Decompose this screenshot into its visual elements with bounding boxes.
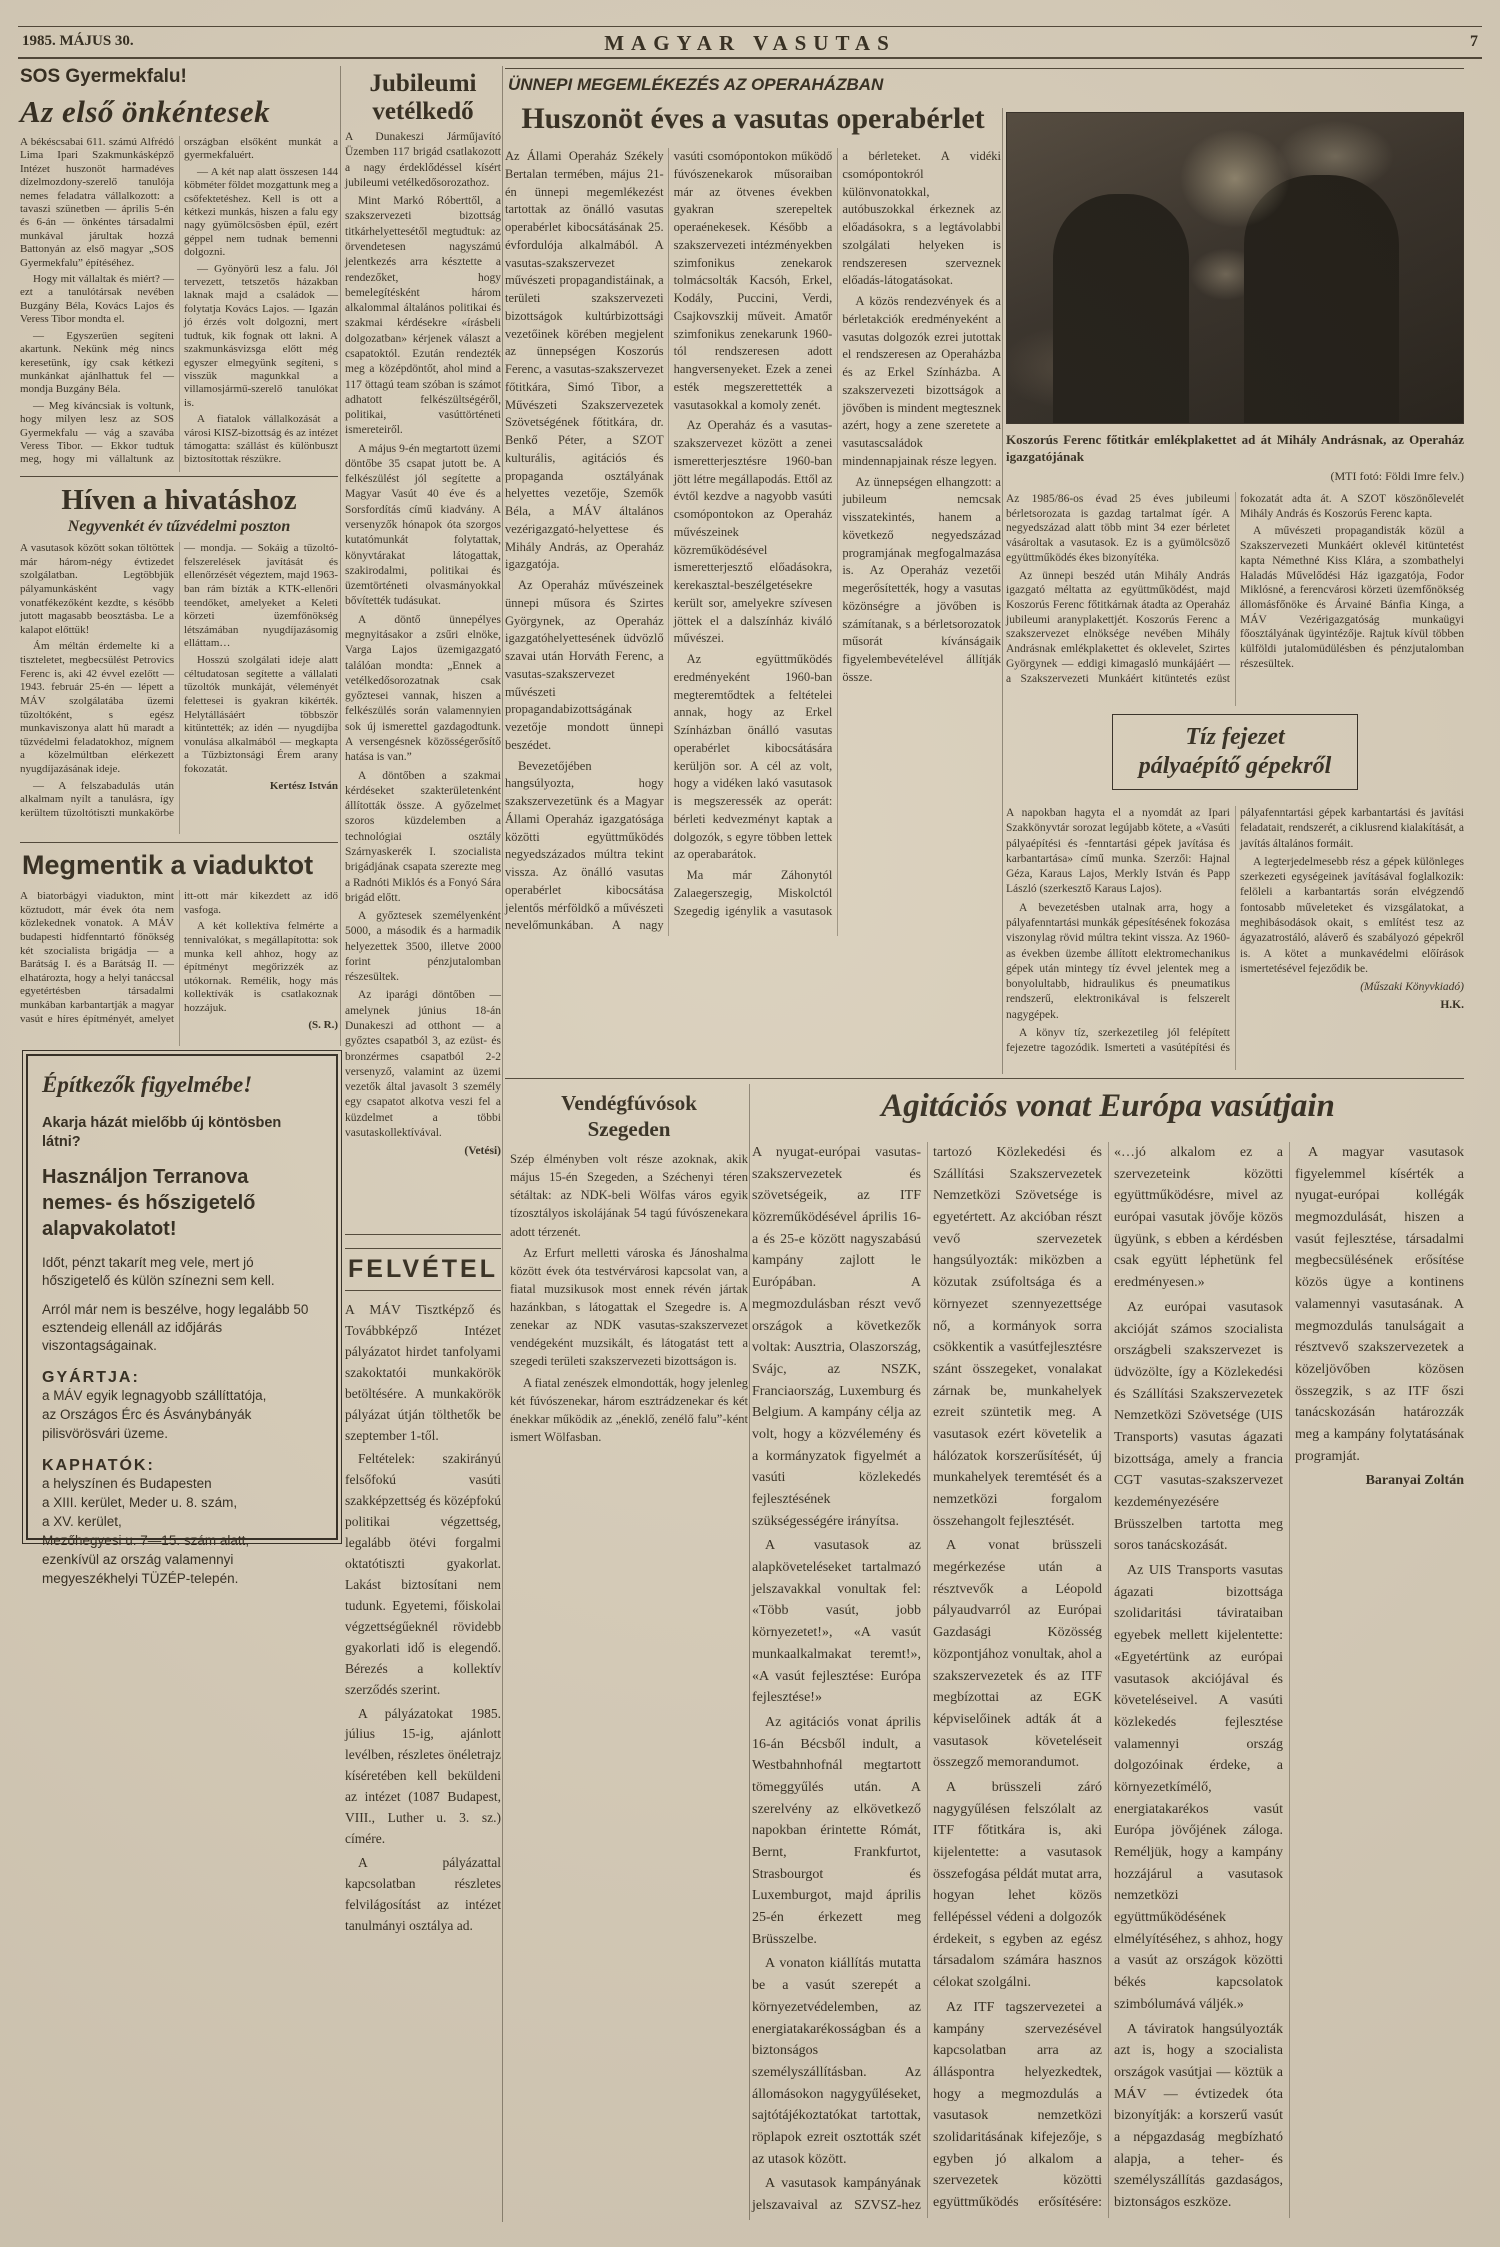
paragraph: Az Operaház művészeinek ünnepi műsora és Szirtes Györgynek, az Operaház igazgatóhelyettesének üdvözlő szavai után Horváth Ferenc, a vasutas-szakszervezet művészeti propagandabizottságának vezetője mondott ünnepi beszédet. [505, 578, 664, 752]
vendeg-headline-line1: Vendégfúvósok [561, 1091, 697, 1115]
paragraph: megyeszékhelyi TÜZÉP-telepén. [42, 1570, 239, 1586]
terranova-ad [26, 1054, 338, 1586]
paragraph: A döntőben a szakmai kérdéseket szakterületenként állították össze. A győzelmet szoros küzdelemben a technológiai osztály Szárnyaskerék I. szocialista brigádjának csapata szerezte meg a Radnóti Miklós és a Fonyó Sára brigád előtt. [345, 769, 501, 904]
hiven-headline: Híven a hivatáshoz [61, 484, 297, 516]
hiven-byline: Kertész István [269, 779, 338, 792]
paragraph: A fiatal zenészek elmondották, hogy jelenleg két fúvószenekar, három esztrádzenekar és két énekkar működik az „éneklő, zenélő falu”-ként ismert Wölfasban. [510, 1375, 748, 1444]
paragraph: A legterjedelmesebb rész a gépek különleges szerkezeti egységeinek javításával foglalkozik: felöleli a karbantartás során elvégzendő fontosabb műveleteket és vizsgálatokat, a meghibásodások okait, s említést tesz az ágyazatrostáló, aláverő és szabályozó gépekről is. A kötet a munkavédelmi előírások ismertetésével fejeződik be. [1240, 855, 1464, 975]
section-rule [20, 476, 338, 477]
paragraph: A pályázattal kapcsolatban részletes felvilágosítást az intézet tanulmányi osztálya ad. [345, 1854, 501, 1933]
agit-byline: Baranyai Zoltán [1365, 1473, 1464, 1489]
hiven-subhead: Negyvenkét év tűzvédelmi poszton [67, 518, 291, 535]
felvetel-headline: FELVÉTEL [345, 1248, 501, 1291]
ad-body-text: Időt, pénzt takarít meg vele, mert jó hőszigetelő és külön színezni sem kell. [42, 1254, 275, 1288]
paragraph: — Gyönyörű lesz a falu. Jól tervezett, tetszetős házakban laknak majd a családok — folytatja Kovács Lajos. — Igazán jó érzés volt dolgozni, mert tudtuk, kik fognak ott lakni. A szakmunkásvizsga előtt még egyszer elmegyünk segíteni, s visszük magunkkal a villamosjármű-szerelő tanulókat is. [184, 262, 338, 409]
paragraph: A napokban hagyta el a nyomdát az Ipari Szakkönyvtár sorozat legújabb kötete, a «Vasúti pályaépítési és -fenntartási gépek javítása és karbantartása» című munka. Szerzői: Hajnal Géza, Karaus Lajos, Merkly István és Papp László (szerkesztő Karaus Lajos). [1006, 807, 1230, 896]
paragraph: Az Operaház és a vasutas-szakszervezet között a zenei ismeretterjesztésre 1960-ban jött létre megállapodás. Ettől az évtől kezdve a nagyobb vasúti csomópontokon az Operaház művészeinek közreműködésével ismeretterjesztő előadásokra, kerekasztal-beszélgetésekre került sor, amelyekre szívesen jöttek el a dalszínház kiváló művészei. [673, 418, 833, 646]
agit-body [752, 1142, 1464, 2218]
paragraph: Az Erfurt melletti városka és Jánoshalma között évek óta testvérvárosi kapcsolat van, a fiatal muzsikusok most ennek révén jártak hazánkban, s látogattak el Szegedre is. A zenekar az NDK vasutas-szakszervezet vendégeként muzsikált, és látogatást tett a szegedi területi szakszervezeti bizottságon is. [510, 1245, 748, 1369]
sos-body [20, 136, 338, 472]
paragraph: A fiatalok vállalkozását a városi KISZ-bizottság és az intézet támogatta: szállást és különbuszt biztosítottak részükre. [184, 413, 338, 466]
opera-body-right [1006, 492, 1464, 706]
paragraph: A magyar vasutasok figyelemmel kísérték a nyugat-európai kollégák megmozdulását, hiszen a vasút fejlesztése, társadalmi megbecsülésének erősítése közös ügye a kontinens valamennyi vasutasának. A megmozdulás tanulságait a résztvevő szakszervezetek a közeljövőben közösen összegzik, s az ITF őszi tanácskozásán határozzák meg a kampány folytatásának programját. [1295, 1145, 1464, 1464]
paragraph: A brüsszeli záró nagygyűlésen felszólalt az ITF főtitkára is, aki kijelentette: a vasutasok összefogása példát mutat arra, hogyan lehet közös fellépéssel védeni a dolgozók érdekeit, s egyben az egész társadalom számára hasznos célokat szolgálni. [933, 1779, 1102, 1991]
ad-maker-lines [42, 1387, 322, 1444]
sos-kicker: SOS Gyermekfalu! [20, 66, 187, 87]
opera-headline: Huszonöt éves a vasutas operabérlet [521, 102, 985, 135]
paragraph: Szép élményben volt része azoknak, akik május 15-én Szegeden, a Széchenyi téren sétáltak: az NDK-beli Wölfas város egyik tízosztályos iskolájának 54 tagú fúvószenekara adott térzenét. [510, 1152, 748, 1239]
tiz-publisher: (Műszaki Könyvkiadó) [1360, 981, 1464, 994]
paragraph: Az 1985/86-os évad 25 éves jubileumi bérletsorozata is gazdag tartalmat ígér. A negyedszázad alatt több mint 34 ezer bérletet vásároltak a vasutasok. Ez is a gyümölcsöző együttműködés ékes bizonyítéka. [1006, 493, 1230, 564]
column-divider [749, 1084, 750, 2220]
paragraph: — A felszabadulás után alkalmam nyílt a tanulásra, így kerültem tűzoltótiszti munkakörbe — mondja. — Sokáig a tűzoltó-felszerelések javítását és ellenőrzését végeztem, majd 1963-ban rám bízták a KTK-ellenőri teendőket, amelyeket a Keleti körzeti üzemfőnökség létszámában nyugdíjazásomig elláttam… [20, 542, 338, 819]
paragraph: A május 9-én megtartott üzemi döntőbe 35 csapat jutott be. A felkészülést jól segítette a Magyar Vasút 40 éve és a Sorsfordítás című kiadvány. A versenyzők hónapok óta szorgos kutatómunkát folytattak, könyvtárakat látogattak, szakirodalmi, politikai és üzemtörténeti olvasmányokkal bővítették tudásukat. [345, 442, 501, 608]
jubileumi-headline-line2: vetélkedő [372, 98, 474, 125]
paragraph: A nyugat-európai vasutas-szakszervezetek és szövetségeik, az ITF közreműködésével április 16-a és 25-e között nagyszabású kampány zajlott le Európában. A megmozdulásban részt vevő országok a következők voltak: Ausztria, Olaszország, Svájc, az NSZK, Franciaország, Luxemburg és Belgium. A kampány célja az volt, hogy a közvélemény és a kormányzatok figyelmét a vasúti közlekedés fejlesztésének szükségességére irányítsa. [752, 1145, 921, 1529]
paragraph: Az ünnepségen elhangzott: a jubileum nemcsak visszatekintés, hanem a következő negyedszázad programjának megfogalmazása is. Az Operaház vezetői megerősítették, hogy a vasutas közönségre a jövőben is számítanak, s a bérletsorozatok műsorát kívánságaik figyelembevételével állítják össze. [842, 474, 1001, 684]
paragraph: Bevezetőjében hangsúlyozta, hogy szakszervezetünk és a Magyar Állami Operaház igazgatósága közötti együttműködés negyedszázados múltra tekint vissza. Az önálló vasutas operabérlet kibocsátása jelentős mérföldkő a művészeti nevelőmunkában. A nagy vasúti csomópontokon működő fúvószenekarok műsoraiban már az ötvenes években gyakran szerepeltek operaénekesek. Később a szakszervezeti intézményekben szimfonikus zenekarok tolmácsolták Kacsóh, Erkel, Kodály, Puccini, Verdi, Csajkovszkij műveit. Amatőr szimfonikus zenekarunk 1960-tól rendszeresen adott hangversenyeket. Ezek a zenei esték megszerettették a vasutasokkal a komoly zenét. [505, 149, 833, 933]
paragraph: Az ITF tagszervezetei a kampány szervezésével kapcsolatban arra az álláspontra helyezkedtek, hogy a megmozdulás a vasutasok nemzetközi szolidaritásának kifejezője, s egyben jó alkalom a szervezetek közötti együttműködés erősítésére: «…jó alkalom ez a szervezeteink közötti együttműködésre, mivel az európai vasutak jövője közös ügyünk, s ebben a kérdésben csak együtt léphetünk fel eredményesen.» [933, 1145, 1283, 2210]
tiz-headline [1112, 714, 1359, 790]
tiz-headline-line1: Tíz fejezet [1185, 724, 1285, 750]
column-divider [1002, 108, 1003, 1074]
jubileumi-body [345, 130, 501, 1228]
section-rule [505, 1078, 1464, 1079]
photo-figure-silhouette [1053, 194, 1190, 423]
paragraph: a XV. kerület, [42, 1514, 122, 1530]
column-divider [340, 66, 341, 1046]
viadukt-body [20, 890, 338, 1046]
paragraph: A Dunakeszi Járműjavító Üzemben 117 brigád csatlakozott a nagy érdeklődéssel kísért jubileumi vetélkedősorozathoz. [345, 131, 501, 189]
paragraph: A vonat brüsszeli megérkezése után a résztvevők a Léopold pályaudvarról az Európai Gazdasági Közösség központjához vonultak, ahol a szakszervezetek és az ITF megbízottai az EGK képviselőinek adták át a vasutasok követeléseit összegző memorandumot. [933, 1538, 1102, 1771]
ad-availability-label: KAPHATÓK: [42, 1457, 155, 1475]
sos-headline: Az első önkéntesek [20, 94, 271, 129]
paragraph: Hosszú szolgálati ideje alatt céltudatosan segítette a vállalati tűzoltók munkáját, véleményét felettesei is gyakran kikérték. Helytállásáért többször kitüntették; az idén — nyugdíjba vonulása alkalmából — megkapta a Tűzbiztonsági Érem arany fokozatát. [184, 654, 338, 775]
jubileumi-headline [345, 70, 501, 126]
column-divider [502, 66, 503, 2222]
opera-photo-credit: (MTI fotó: Földi Imre felv.) [1330, 468, 1464, 483]
paragraph: Az agitációs vonat április 16-án Bécsből indult, a Westbahnhofnál megtartott tömeggyűlés után. A szerelvény az elkövetkező napokban érintette Rómát, Bernt, Frankfurtot, Strasbourgot és Luxemburgot, majd április 25-én érkezett meg Brüsszelbe. [752, 1714, 921, 1947]
paragraph: Az iparági döntőben — amelynek június 18-án Dunakeszi ad otthont — a győztes csapatból 3, az ezüst- és bronzérmes csapatból 2-2 versenyző, valamint az üzemi vezetők által javasolt 3 személy egy csapatot alkotva veszi fel a küzdelmet a többi vasutaskollektívával. [345, 989, 501, 1139]
felvetel-body [345, 1300, 501, 2212]
masthead-bottom-rule [18, 57, 1482, 59]
tiz-headline-line2: pályaépítő gépekről [1138, 752, 1332, 779]
paragraph: Az UIS Transports vasutas ágazati bizottsága szolidaritási távirataiban egyebek mellett kijelentette: «Egyetértünk az európai vasutasok akciójával és követeléseivel. A vasúti közlekedés fejlesztése valamennyi ország dolgozóinak érdeke, a környezetkímélő, energiatakarékos vasút Európa jövőjének záloga. Reméljük, hogy a kampány hozzájárul a vasutasok nemzetközi együttműködésének elmélyítéséhez, s ahhoz, hogy a vasút az országok közötti békés kapcsolatok szimbólumává váljék.» [1114, 1563, 1283, 2012]
ad-body-text: Arról már nem is beszélve, hogy legalább 50 esztendeig ellenáll az időjárás viszontagságainak. [42, 1302, 309, 1353]
ad-product-line: nemes- és hőszigetelő [42, 1191, 256, 1214]
opera-body-main [505, 148, 1001, 936]
paragraph: — A két nap alatt összesen 144 köbméter földet mozgattunk meg a csőfektetéshez. Kell is ott a kétkezi munkás, hiszen a falu egy nagy gyümölcsösben épül, ezért géppel nem tudnak bemenni dolgozni. [184, 165, 338, 259]
paragraph: A biatorbágyi viadukton, mint köztudott, már évek óta nem közlekednek vonatok. A MÁV budapesti hídfenntartó főnökség két szocialista brigádja — a Barátság I. és a Barátság II. — elhatározta, hogy a helyi tanáccsal egyetértésben társadalmi munkában karbantartják a magyar vasút e híres építményét, amelyet itt-ott már kikezdett az idő vasfoga. [20, 890, 338, 1025]
masthead-date: 1985. MÁJUS 30. [22, 33, 134, 49]
vendeg-body [510, 1150, 748, 1562]
paragraph: Feltételek: szakirányú felsőfokú vasúti szakképzettség és középfokú politikai végzettség, legalább ötévi forgalmi oktatótiszti gyakorlat. Lakást biztosítani nem tudunk. Egyetemi, főiskolai végzettségűeknél rövidebb gyakorlati idő is elegendő. Bérezés a kollektív szerződés szerint. [345, 1451, 501, 1697]
paragraph: — Meg kíváncsiak is voltunk, hogy milyen lesz az SOS Gyermekfalu — vág a szavába Veress Tibor. — Ekkor tudtuk meg, hogy mi vállaltunk az országban elsőként munkát a gyermekfaluért. [20, 136, 338, 466]
masthead-title: MAGYAR VASUTAS [604, 31, 896, 55]
paragraph: A közös rendezvények és a bérletakciók eredményeként a vasutas dolgozók ezrei jutottak el rendszeresen az Operaházba és az Erkel Színházba. A szakszervezeti bizottságok a jövőben is mindent megtesznek azért, hogy a zene szeretete a vasutascsaládok mindennapjainak része legyen. [842, 294, 1001, 468]
paragraph: pilisvörösvári üzeme. [42, 1425, 169, 1441]
paragraph: A művészeti propagandisták közül a Szakszervezeti Munkáért oklevél kitüntetést kapta Némethné Kiss Klára, a szombathelyi Haladás Művelődési Ház igazgatója, Fodor Miklósné, a ferencvárosi körzeti üzemfőnökség állomásfőnöke és Árvainé Bánfia Kinga, a MÁV Vezérigazgatóság munkaügyi főosztályának ügyintézője. Rajtuk kívül többen külföldi jutalomüdülésben és pénzjutalomban részesültek. [1240, 525, 1464, 670]
paragraph: a XIII. kerület, Meder u. 8. szám, [42, 1495, 238, 1511]
ad-title: Építkezők figyelmébe! [42, 1072, 253, 1097]
paragraph: Az Állami Operaház Székely Bertalan termében, május 21-én ünnepi megemlékezést tartottak az önálló vasutas operabérlet kibocsátásának 25. évfordulója alkalmából. A vasutas-szakszervezet művészeti propagandistáinak, a területi szakszervezeti bizottságok kultúrbizottsági vezetőinek körében megjelent az ünnepségen Koszorús Ferenc, a vasutas-szakszervezet főtitkára, Simó Tibor, a Művészeti Szakszervezetek Szövetségének főtitkára, dr. Benkő Péter, a SZOT kulturális, agitációs és propaganda osztályának helyettes vezetője, Szemők Béla, a MÁV általános vezérigazgató-helyettese és Mihály András, az Operaház igazgatója. [505, 149, 664, 572]
paragraph: Mint Markó Róberttől, a szakszervezeti bizottság titkárhelyettesétől megtudtuk: az örvendetesen nagyszámú jelentkezés arra késztette a rendezőket, hogy bemelegítésként három alkalommal általános politikai és szakmai kérdésekre «írásbeli dolgozatban» kérjenek választ a csapatoktól. Ezután rendezték meg a középdöntőt, ahol mind a 117 öttagú team szóban is számot adhatott felkészültségéről, politikai, vasúttörténeti ismereteiről. [345, 195, 501, 437]
masthead-page-number: 7 [1470, 33, 1478, 50]
photo-light-glow [1180, 129, 1289, 228]
tiz-byline: H.K. [1440, 999, 1464, 1012]
opera-ceremony-photo [1006, 112, 1464, 424]
paragraph: A pályázatokat 1985. július 15-ig, ajánlott levélben, részletes önéletrajz kíséretében kell beküldeni az intézet (1087 Budapest, VIII., Luther u. 3. sz.) címére. [345, 1705, 501, 1847]
paragraph: Az ünnepi beszéd után Mihály András igazgató méltatta az együttműködést, majd Koszorús Ferenc főtitkárnak átadta az Operaház jubileumi aranyplakettjét. Koszorús Ferenc a szakszervezet elnöksége nevében Mihály Andrásnak emlékplakettet és oklevelet, Szirtes Györgynek — eddigi kimagasló munkájáért — a Szakszervezeti Munkáért kitüntetés ezüst fokozatát adta át. A SZOT köszönőlevelét Mihály András és Koszorús Ferenc kapta. [1006, 493, 1464, 685]
paragraph: A vonaton kiállítás mutatta be a vasút szerepét a környezetvédelemben, az energiatakarékosságban és a biztonságos személyszállításban. Az állomásokon nagygyűléseket, sajtótájékoztatókat tartottak, röplapok ezreit osztották szét az utasok között. [752, 1956, 921, 2167]
paragraph: A békéscsabai 611. számú Alfrédó Lima Ipari Szakmunkásképző Intézet huszonöt harmadéves dízelmozdony-szerelő tanulója nemes feladatra vállalkozott: a tavaszi szünetben — április 5-én és 6-án — önkéntes társadalmi munkával járultak hozzá Battonyán az első magyar „SOS Gyermekfalu” építéséhez. [20, 136, 174, 269]
ad-product-line: Használjon Terranova [42, 1165, 249, 1188]
viadukt-headline: Megmentik a viaduktot [22, 850, 314, 880]
paragraph: Hogy mit vállaltak és miért? — ezt a tanulótársak nevében Buzgány Béla, Kovács Lajos és Veress Tibor mondta el. [20, 273, 174, 326]
paragraph: A bevezetésben utalnak arra, hogy a pályafenntartási munkák gépesítésének fokozása viszonylag rövid múltra tekint vissza. Az 1960-as években üzembe állított elektromechanikus gépek után mintegy tíz évvel jelentek meg a bonyolultabb, hidraulikus és pneumatikus rendszerű, elektronikával is felszerelt nagygépek. [1006, 901, 1230, 1021]
paragraph: a helyszínen és Budapesten [42, 1476, 212, 1492]
paragraph: A döntő ünnepélyes megnyitásakor a zsűri elnöke, Varga Lajos üzemigazgató találóan mondta: „Ennek a vetélkedősorozatnak csak győztesei vannak, hiszen a felkészülés során valamennyien sok új ismerettel gazdagodtunk. A versengésnek közösségerősítő hatása is van.” [345, 613, 501, 764]
section-rule [345, 1234, 501, 1235]
viadukt-byline: (S. R.) [308, 1018, 338, 1031]
paragraph: Ma már Záhonytól Zalaegerszegig, Miskolctól Szegedig igénylik a vasutasok a bérleteket. A vidéki csomópontokról különvonatokkal, autóbuszokkal érkeznek az előadásokra, s a legtávolabbi szolgálati helyeken is rendszeresen szerveznek előadás-látogatásokat. [673, 149, 1001, 918]
opera-photo-caption-block [1006, 432, 1464, 484]
vendeg-headline [510, 1090, 748, 1143]
paragraph: A két kollektíva felmérte a tennivalókat, s megállapította: sok munka kell ahhoz, hogy az építményt megőrizzék az utókornak. Remélik, hogy más kollektívák is csatlakoznak hozzájuk. [184, 920, 338, 1014]
ad-product-line: alapvakolatot! [42, 1217, 177, 1240]
tiz-body [1006, 806, 1464, 1070]
paragraph: Az európai vasutasok akcióját számos szocialista országbeli szakszervezet is üdvözölte, így a Közlekedési és Szállítási Szakszervezetek Nemzetközi Szövetsége (UIS Transports) vasutas ágazati bizottsága, amely a francia CGT vasutas-szakszervezet kezdeményezésére Brüsszelben tartotta meg soros tanácskozását. [1114, 1299, 1283, 1554]
vendeg-headline-line2: Szegeden [587, 1117, 671, 1142]
paragraph: A vasutasok között sokan töltöttek már három-négy évtizedet szolgálatban. Legtöbbjük pályamunkásként vagy vonatfékezőként kezdte, s később jutott magasabb beosztásba. Le a kalapot előttük! [20, 542, 174, 636]
opera-kicker: ÜNNEPI MEGEMLÉKEZÉS AZ OPERAHÁZBAN [508, 75, 884, 94]
paragraph: A táviratok hangsúlyozták azt is, hogy a szocialista országok vasútjai — köztük a MÁV — évtizedek óta bizonyítják: a korszerű vasút a népgazdaság megbízható alapja, a teher- és személyszállítás gazdaságos, biztonságos eszköze. [1114, 2021, 1283, 2210]
jubileumi-byline: (Vetési) [464, 1145, 501, 1158]
ad-question: Akarja házát mielőbb új köntösben látni? [42, 1115, 282, 1150]
ad-maker-label: GYÁRTJA: [42, 1368, 140, 1386]
paragraph: az Országos Érc és Ásványbányák [42, 1406, 252, 1422]
paragraph: ezenkívül az ország valamennyi [42, 1551, 234, 1567]
section-rule [505, 68, 1464, 69]
paragraph: a MÁV egyik legnagyobb szállíttatója, [42, 1387, 267, 1403]
paragraph: A győztesek személyenként 5000, a második és a harmadik helyezettek 3500, illetve 2000 forint pénzjutalomban részesültek. [345, 910, 501, 984]
jubileumi-headline-line1: Jubileumi [369, 70, 477, 97]
paragraph: — Egyszerűen segíteni akartunk. Nekünk még nincs keresetünk, így csak kétkezi munkánkat ajánlhattuk fel — mondja Buzgány Béla. [20, 329, 174, 396]
hiven-body [20, 542, 338, 834]
paragraph: Az együttműködés eredményeként 1960-ban megteremtődtek a feltételei annak, hogy az Erkel Színházban önálló vasutas operabérlet kibocsátására kerüljön sor. A cél az volt, hogy a vidéken lakó vasutasok is megszeressék az operát: bérleti kedvezményt kaptak a dolgozók, s egyre többen lettek az operabarátok. [673, 652, 833, 862]
tiz-headline-box [1006, 714, 1464, 790]
opera-photo-caption: Koszorús Ferenc főtitkár emlékplakettet ad át Mihály Andrásnak, az Operaház igazgatójának [1006, 432, 1464, 464]
paragraph: A könyv tíz, szerkezetileg jól felépített fejezetre tagozódik. Ismerteti a vasútépítési és pályafenntartási gépek karbantartási és javítási feladatait, rendszerét, a ciklusrend kialakítását, a javítás általános formáit. [1006, 807, 1464, 1055]
section-rule [20, 842, 338, 843]
paragraph: A vasutasok az alapköveteléseket tartalmazó jelszavakkal vonultak fel: «Több vasút, jobb környezetet!», «A vasút munkaalkalmakat teremt!», «A vasút fejlesztése: Európa fejlesztése!» [752, 1538, 921, 1706]
agit-headline: Agitációs vonat Európa vasútjain [881, 1088, 1335, 1124]
paragraph: Ám méltán érdemelte ki a tiszteletet, megbecsülést Petrovics Ferenc is, aki 42 évvel ezelőtt — 1943. február 25-én — lépett a MÁV szolgálatába üzemi tűzoltóként, s egész munkaviszonya alatt hű maradt a tűzvédelmi feladatokhoz, mígnem a közelmúltban elérkezett nyugdíjazásának ideje. [20, 640, 174, 775]
masthead-top-rule [18, 26, 1482, 27]
paragraph: A MÁV Tisztképző és Továbbképző Intézet pályázatot hirdet tanfolyami szakoktatói munkakörök betöltésére. A munkakörök pályázat útján tölthetők be szeptember 1-től. [345, 1302, 501, 1443]
paragraph: A vasutasok kampányának jelszavaival az SZVSZ-hez tartozó Közlekedési és Szállítási Szakszervezetek Nemzetközi Szövetsége is egyetértett. Az akcióban részt vevő szervezetek hangsúlyozták: miközben a közutak zsúfoltsága és a környezet szennyezettsége nő, a kormányok sorra csökkentik a vasútfejlesztésre szánt összegeket, vonalakat zárnak be, munkahelyek ezreit szüntetik meg. A vasutasok ezért követelik a hálózatok korszerűsítését, új munkahelyek teremtését és a nemzetközi forgalom összehangolt fejlesztését. [752, 1145, 1102, 2213]
paragraph: Mezőhegyesi u. 7—15. szám alatt, [42, 1533, 250, 1549]
ad-availability-lines [42, 1475, 322, 1588]
